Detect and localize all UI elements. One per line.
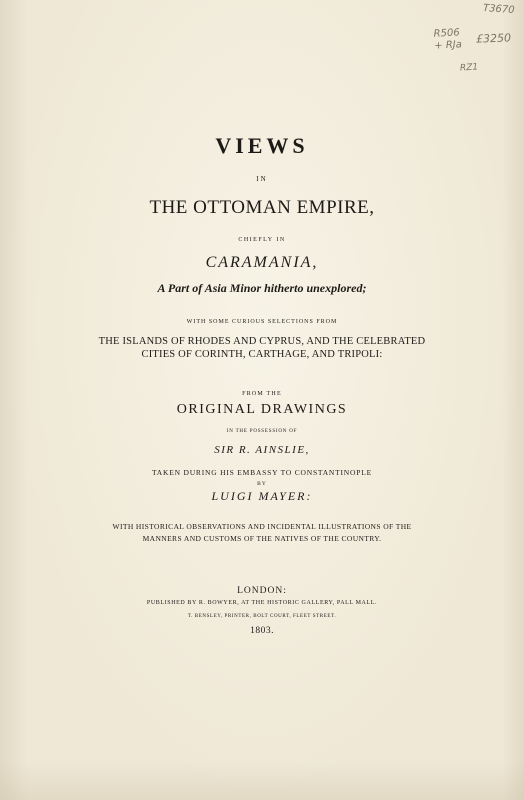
text-original-drawings: ORIGINAL DRAWINGS <box>176 402 348 417</box>
title-chiefly-in: CHIEFLY IN <box>238 237 286 243</box>
imprint-publisher: PUBLISHED BY R. BOWYER, AT THE HISTORIC GALLERY, PALL MALL. <box>146 600 378 606</box>
subtitle-curious-selections: WITH SOME CURIOUS SELECTIONS FROM <box>186 319 338 325</box>
text-by: BY <box>257 481 267 487</box>
title-caramania: CARAMANIA, <box>205 254 319 271</box>
pencil-note-stock-code-line1: R506 <box>433 27 460 40</box>
subtitle-islands-line-2: CITIES OF CORINTH, CARTHAGE, AND TRIPOLI: <box>141 349 383 360</box>
text-embassy: TAKEN DURING HIS EMBASSY TO CONSTANTINOPLE <box>152 468 372 477</box>
imprint-printer: T. BENSLEY, PRINTER, BOLT COURT, FLEET STREET. <box>187 614 337 619</box>
pencil-note-code: RZ1 <box>459 62 479 74</box>
text-from-the: FROM THE <box>242 391 282 397</box>
imprint-year: 1803. <box>250 626 274 636</box>
title-in: IN <box>256 175 268 183</box>
text-in-possession: IN THE POSSESSION OF <box>226 429 298 434</box>
text-ainslie: SIR R. AINSLIE, <box>214 444 310 456</box>
pencil-note-stock-code <box>433 27 462 52</box>
title-ottoman-empire: THE OTTOMAN EMPIRE, <box>149 197 375 218</box>
subtitle-islands-line-1: THE ISLANDS OF RHODES AND CYPRUS, AND THE CELEBRATED <box>98 336 426 347</box>
pencil-note-stock-code-line2: + RJa <box>434 39 463 52</box>
title-views: VIEWS <box>215 133 309 158</box>
text-observations-line-2: MANNERS AND CUSTOMS OF THE NATIVES OF THE COUNTRY. <box>142 534 382 543</box>
text-observations-line-1: WITH HISTORICAL OBSERVATIONS AND INCIDENTAL ILLUSTRATIONS OF THE <box>112 522 412 531</box>
pencil-note-price: £3250 <box>475 31 512 46</box>
pencil-note-top-right: T3670 <box>482 2 515 17</box>
author-name: LUIGI MAYER: <box>211 489 313 503</box>
imprint-city: LONDON: <box>237 586 287 596</box>
title-asia-minor: A Part of Asia Minor hitherto unexplored; <box>157 281 367 295</box>
